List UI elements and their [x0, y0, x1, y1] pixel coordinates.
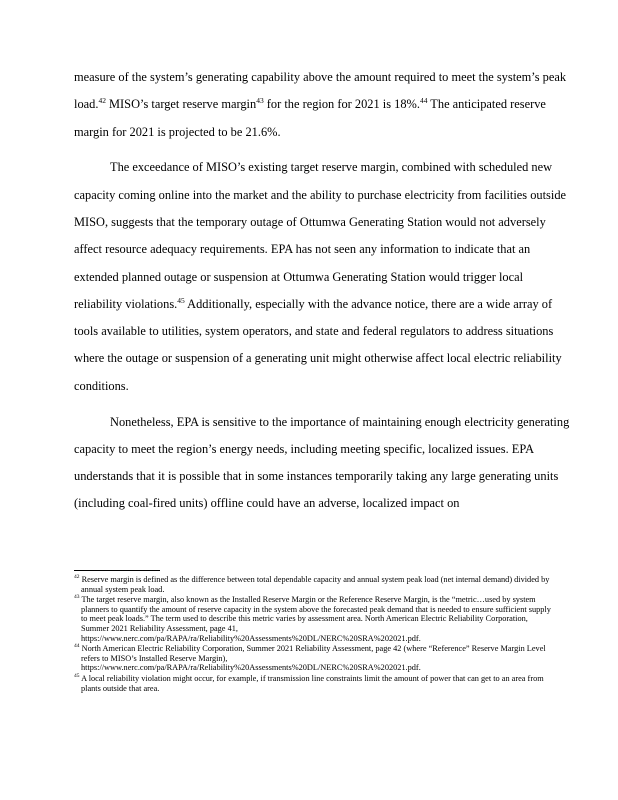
footnote-text: North American Electric Reliability Corporation, Summer 2021 Reliability Assessment, page 42 (where “Reference” Reserve Margin Level refers to MISO’s Installed Reserve Margin), https://www.nerc.com/pa/RAPA/ra/Reliability%20Assessments%20DL/NERC%20SRA%202021.pdf.: [81, 644, 546, 673]
footnote-separator: [74, 570, 160, 571]
footnote-number: 45: [74, 673, 80, 680]
paragraph-text: The exceedance of MISO’s existing target reserve margin, combined with scheduled new capacity coming online into the market and the ability to purchase electricity from facilities outside MISO, suggests that the temporary outage of Ottumwa Generating Station would not adversely affect resource adequacy requirements. EPA has not seen any information to indicate that an extended planned outage or suspension at Ottumwa Generating Station would trigger local reliability violations.: [74, 160, 567, 311]
footnote-text: A local reliability violation might occur, for example, if transmission line constraints limit the amount of power that can get to an area from plants outside that area.: [81, 673, 544, 693]
footnote-ref-45: 45: [177, 295, 185, 305]
paragraph-text: Additionally, especially with the advance notice, there are a wide array of tools available to utilities, system operators, and state and federal regulators to address situations where the outage or suspension of a generating unit might otherwise affect local electric reliability conditions.: [74, 296, 562, 393]
footnote-ref-42: 42: [98, 96, 106, 106]
footnotes: [74, 575, 554, 694]
paragraph-exceedance: [74, 154, 574, 400]
footnote-ref-43: 43: [256, 96, 264, 106]
footnote-43: [74, 595, 554, 643]
paragraph-text: for the region for 2021 is 18%.: [263, 97, 420, 112]
footnote-42: [74, 575, 554, 594]
paragraph-text: MISO’s target reserve margin: [105, 97, 257, 112]
footnote-number: 44: [74, 643, 80, 650]
footnote-text: The target reserve margin, also known as the Installed Reserve Margin or the Reference Reserve Margin, is the “metric…used by system planners to quantify the amount of reserve capacity in the system above the forecasted peak demand that is needed to ensure sufficient supply to meet peak loads.” The term used to describe this metric varies by assessment area. North American Electric Reliability Corporation, Summer 2021 Reliability Assessment, page 41, https://www.nerc.com/pa/RAPA/ra/Reliability%20Assessments%20DL/NERC%20SRA%202021.pdf.: [81, 595, 551, 643]
paragraph-text: The anticipated reserve margin for 2021 is projected to be 21.6%.: [74, 97, 546, 139]
footnote-44: [74, 644, 554, 673]
footnote-45: [74, 674, 554, 693]
paragraph-text: measure of the system’s generating capability above the amount required to meet the system’s peak load.: [74, 70, 567, 112]
footnote-ref-44: 44: [419, 96, 428, 106]
paragraph-nonetheless: Nonetheless, EPA is sensitive to the importance of maintaining enough electricity generating capacity to meet the region’s energy needs, including meeting specific, localized issues. EPA understands that it is possible that in some instances temporarily taking any large generating units (including coal-fired units) offline could have an adverse, localized impact on: [74, 414, 570, 511]
footnote-number: 42: [74, 574, 80, 581]
paragraph-reserve-margin: [74, 64, 574, 146]
footnote-number: 43: [74, 594, 80, 601]
body-text: [74, 64, 574, 526]
footnote-text: Reserve margin is defined as the difference between total dependable capacity and annual system peak load (net internal demand) divided by annual system peak load.: [81, 575, 550, 594]
